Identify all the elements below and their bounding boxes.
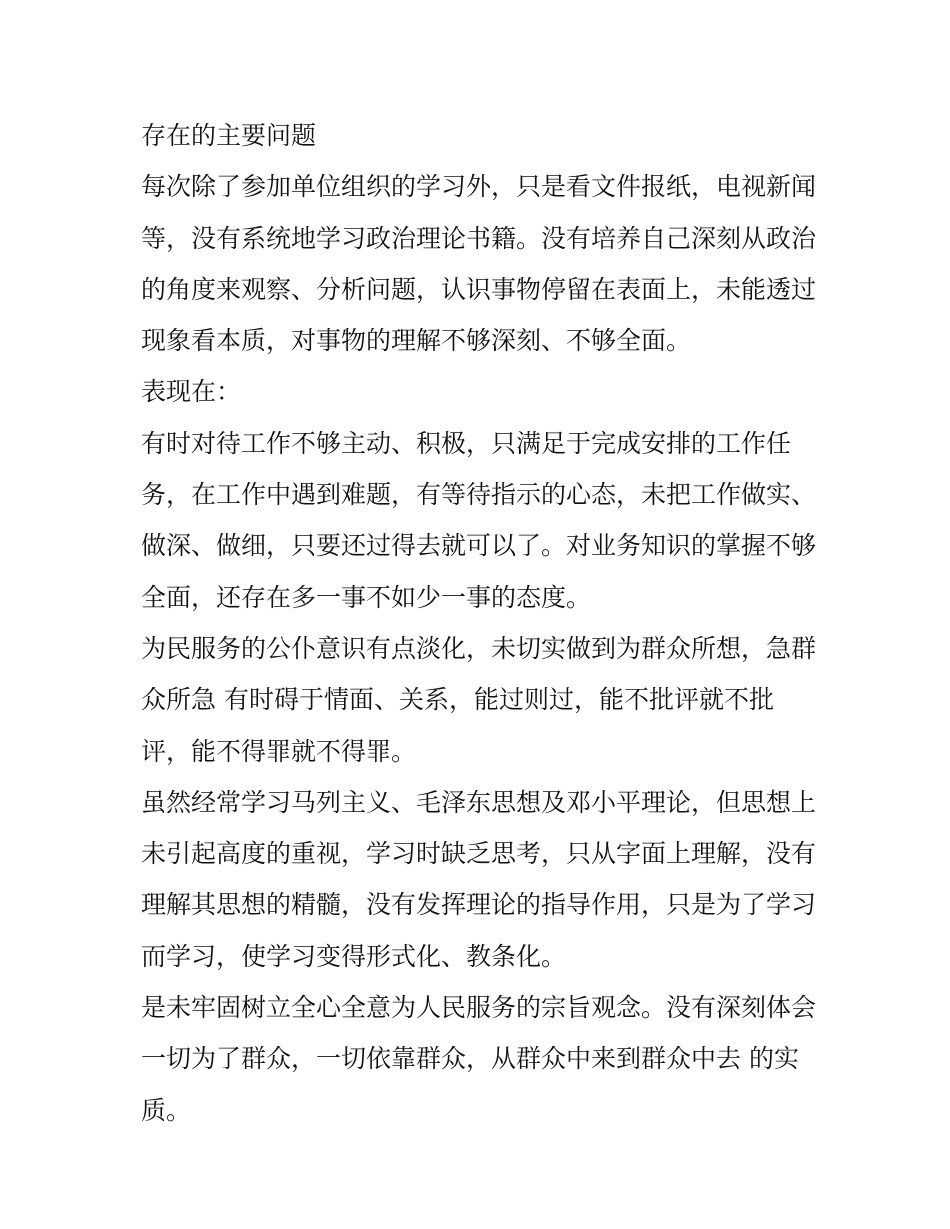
text-line: 一切为了群众，一切依靠群众，从群众中来到群众中去 的实: [141, 1044, 799, 1074]
text-line: 全面，还存在多一事不如少一事的态度。: [141, 582, 592, 612]
text-line: 理解其思想的精髓，没有发挥理论的指导作用，只是为了学习: [141, 890, 817, 920]
text-line: 未引起高度的重视，学习时缺乏思考，只从字面上理解，没有: [141, 839, 817, 869]
subheading-line: 表现在：: [141, 377, 242, 407]
text-line: 而学习，使学习变得形式化、教条化。: [141, 941, 567, 971]
text-line: 虽然经常学习马列主义、毛泽东思想及邓小平理论，但思想上: [141, 787, 817, 817]
text-line: 质。: [141, 1095, 192, 1125]
text-line: 等，没有系统地学习政治理论书籍。没有培养自己深刻从政治: [141, 223, 817, 253]
text-line: 是未牢固树立全心全意为人民服务的宗旨观念。没有深刻体会: [141, 993, 817, 1023]
text-line: 做深、做细，只要还过得去就可以了。对业务知识的掌握不够: [141, 531, 817, 561]
text-line: 务，在工作中遇到难题，有等待指示的心态，未把工作做实、: [141, 480, 817, 510]
text-line: 的角度来观察、分析问题，认识事物停留在表面上，未能透过: [141, 274, 817, 304]
section-heading: 存在的主要问题: [141, 121, 317, 150]
text-line: 评，能不得罪就不得罪。: [141, 736, 417, 766]
text-line: 每次除了参加单位组织的学习外，只是看文件报纸，电视新闻: [141, 172, 817, 202]
text-line: 众所急 有时碍于情面、关系，能过则过，能不批评就不批: [141, 685, 774, 715]
text-line: 有时对待工作不够主动、积极，只满足于完成安排的工作任: [141, 428, 792, 458]
text-line: 为民服务的公仆意识有点淡化，未切实做到为群众所想，急群: [141, 633, 817, 663]
document-body: [141, 110, 817, 1136]
text-line: 现象看本质，对事物的理解不够深刻、不够全面。: [141, 326, 692, 356]
